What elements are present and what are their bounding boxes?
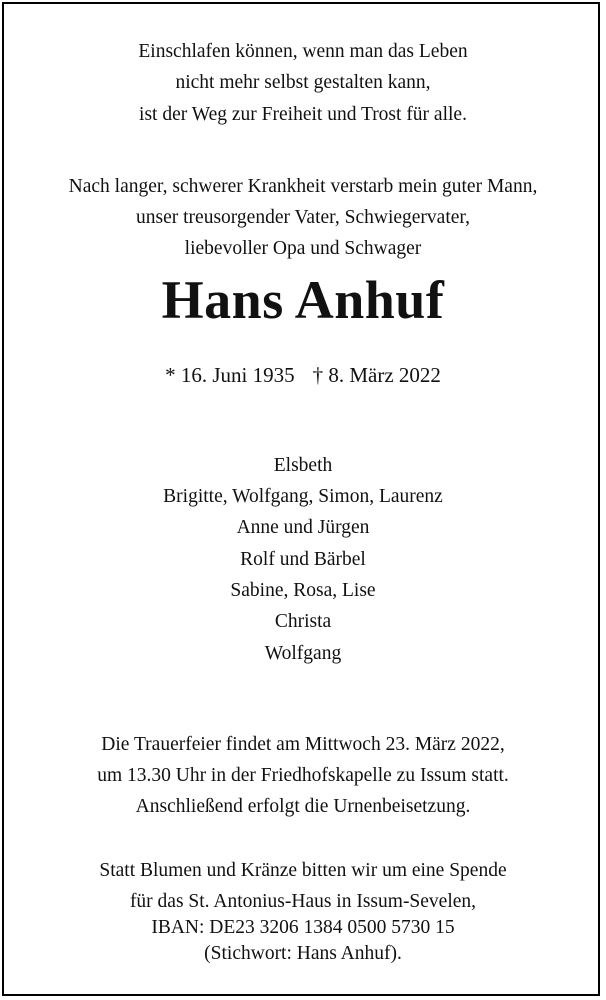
funeral-line: Die Trauerfeier findet am Mittwoch 23. März 2022, bbox=[101, 734, 505, 755]
mourner-line: Rolf und Bärbel bbox=[240, 549, 366, 570]
birth-date: * 16. Juni 1935 bbox=[165, 363, 295, 387]
intro-line: liebevoller Opa und Schwager bbox=[184, 238, 422, 259]
funeral-line: Anschließend erfolgt die Urnenbeisetzung. bbox=[135, 796, 471, 817]
mourner-line: Sabine, Rosa, Lise bbox=[230, 580, 376, 601]
donation-iban: IBAN: DE23 3206 1384 0500 5730 15 bbox=[151, 917, 455, 938]
life-dates bbox=[0, 361, 606, 389]
motto-line: ist der Weg zur Freiheit und Trost für alle. bbox=[139, 104, 467, 125]
intro-line: Nach langer, schwerer Krankheit verstarb mein guter Mann, bbox=[68, 176, 538, 197]
donation-line: (Stichwort: Hans Anhuf). bbox=[204, 943, 402, 964]
donation-line: für das St. Antonius-Haus in Issum-Sevelen, bbox=[129, 891, 477, 912]
mourner-line: Brigitte, Wolfgang, Simon, Laurenz bbox=[163, 486, 443, 507]
motto-line: nicht mehr selbst gestalten kann, bbox=[175, 72, 431, 93]
intro-line: unser treusorgender Vater, Schwiegervater, bbox=[136, 207, 470, 228]
mourner-line: Christa bbox=[274, 611, 332, 632]
mourner-line: Elsbeth bbox=[273, 455, 333, 476]
funeral-line: um 13.30 Uhr in der Friedhofskapelle zu Issum statt. bbox=[97, 765, 509, 786]
mourner-line: Anne und Jürgen bbox=[236, 517, 370, 538]
mourner-line: Wolfgang bbox=[264, 643, 342, 664]
deceased-name: Hans Anhuf bbox=[161, 270, 445, 330]
death-date: † 8. März 2022 bbox=[312, 363, 441, 387]
motto-line: Einschlafen können, wenn man das Leben bbox=[138, 41, 468, 62]
donation-line: Statt Blumen und Kränze bitten wir um eine Spende bbox=[99, 860, 507, 881]
